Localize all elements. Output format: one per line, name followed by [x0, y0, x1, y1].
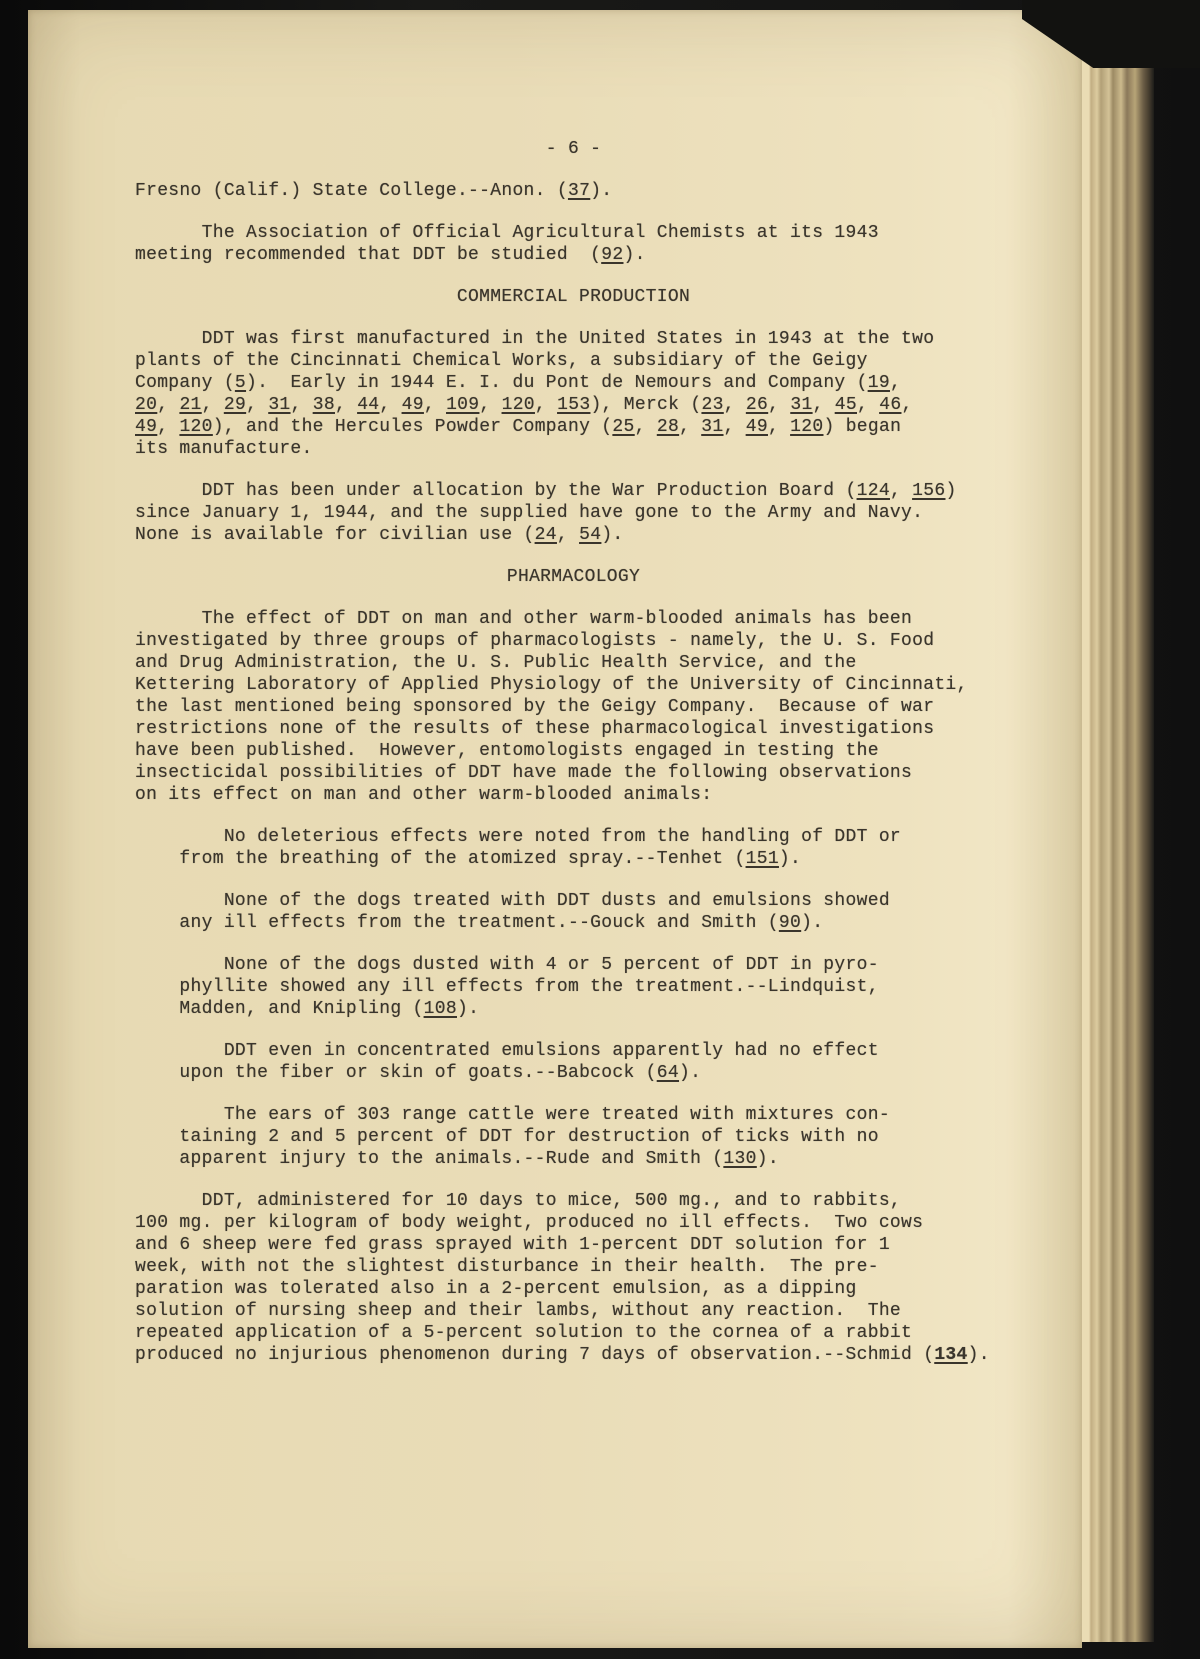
text-run: ,	[246, 395, 269, 415]
citation-number: 49	[745, 417, 768, 437]
text-run: PHARMACOLOGY	[506, 567, 641, 587]
book-page-edges	[1082, 10, 1154, 1642]
text-run: DDT even in concentrated emulsions apparently had no effect	[135, 1041, 879, 1061]
text-line	[135, 674, 1012, 696]
text-line	[135, 1212, 1012, 1234]
text-line	[135, 480, 1012, 502]
text-line	[135, 848, 1012, 870]
text-run: taining 2 and 5 percent of DDT for destruction of ticks with no	[135, 1127, 879, 1147]
text-run: upon the fiber or skin of goats.--Babcock (	[135, 1063, 657, 1083]
text-run: ).	[456, 999, 480, 1019]
text-line	[135, 1322, 1012, 1344]
text-run: ,	[812, 395, 835, 415]
text-line	[135, 416, 1012, 438]
text-run: ), and the Hercules Powder Company (	[212, 417, 613, 437]
text-run: ,	[679, 417, 702, 437]
text-line	[135, 1256, 1012, 1278]
text-run: ,	[889, 481, 913, 501]
text-line	[135, 608, 1012, 630]
paragraph	[135, 608, 1012, 806]
citation-number: 134	[934, 1345, 968, 1365]
text-run: ).	[623, 245, 646, 265]
text-run: None of the dogs treated with DDT dusts and emulsions showed	[135, 891, 890, 911]
text-run: solution of nursing sheep and their lambs, without any reaction. The	[135, 1301, 902, 1321]
text-line	[135, 1300, 1012, 1322]
text-run: week, with not the slightest disturbance in their health. The pre-	[135, 1257, 879, 1277]
text-line	[135, 1040, 1012, 1062]
text-run: ,	[634, 417, 657, 437]
text-line	[135, 180, 1012, 202]
section-heading	[135, 566, 1012, 588]
text-run: ,	[889, 373, 902, 393]
citation-number: 120	[790, 417, 824, 437]
text-line	[135, 976, 1012, 998]
text-run: ,	[767, 417, 791, 437]
text-line	[135, 1278, 1012, 1300]
text-run: ,	[201, 395, 224, 415]
text-run: ).	[590, 181, 613, 201]
text-line	[135, 826, 1012, 848]
citation-number: 19	[867, 373, 890, 393]
indented-paragraph	[135, 826, 1012, 870]
text-line	[135, 954, 1012, 976]
citation-number: 45	[834, 395, 857, 415]
citation-number: 31	[268, 395, 291, 415]
text-line	[135, 784, 1012, 806]
text-run: ,	[157, 395, 180, 415]
citation-number: 54	[579, 525, 602, 545]
text-line	[135, 350, 1012, 372]
text-line	[135, 630, 1012, 652]
text-line	[135, 502, 1012, 524]
document-page	[28, 10, 1082, 1648]
text-run: The Association of Official Agricultural Chemists at its 1943	[135, 223, 879, 243]
text-line	[135, 328, 1012, 350]
citation-number: 49	[401, 395, 424, 415]
text-run: meeting recommended that DDT be studied (	[135, 245, 602, 265]
text-run: insecticidal possibilities of DDT have made the following observations	[135, 763, 913, 783]
text-run: The ears of 303 range cattle were treated with mixtures con-	[135, 1105, 890, 1125]
text-run: ).	[756, 1149, 779, 1169]
text-run: ,	[290, 395, 313, 415]
text-line	[135, 1126, 1012, 1148]
citation-number: 5	[234, 373, 247, 393]
text-run: ,	[723, 417, 746, 437]
text-run: Fresno (Calif.) State College.--Anon. (	[135, 181, 568, 201]
text-run: ).	[601, 525, 624, 545]
text-run: 100 mg. per kilogram of body weight, produced no ill effects. Two cows	[135, 1213, 924, 1233]
citation-number: 31	[790, 395, 813, 415]
text-run: have been published. However, entomologists engaged in testing the	[135, 741, 879, 761]
text-line	[135, 652, 1012, 674]
text-run: ,	[534, 395, 558, 415]
text-run: restrictions none of the results of these pharmacological investigations	[135, 719, 935, 739]
citation-number: 25	[612, 417, 635, 437]
citation-number: 90	[778, 913, 802, 933]
text-line	[135, 762, 1012, 784]
citation-number: 120	[501, 395, 535, 415]
text-run: phyllite showed any ill effects from the treatment.--Lindquist,	[135, 977, 879, 997]
text-line	[135, 1234, 1012, 1256]
text-run: The effect of DDT on man and other warm-blooded animals has been	[135, 609, 913, 629]
text-run: DDT has been under allocation by the War Production Board (	[135, 481, 857, 501]
text-line	[135, 718, 1012, 740]
text-run: ) began	[823, 417, 902, 437]
text-run: ).	[801, 913, 824, 933]
text-run: since January 1, 1944, and the supplied have gone to the Army and Navy.	[135, 503, 924, 523]
text-run: apparent injury to the animals.--Rude and Smith (	[135, 1149, 724, 1169]
citation-number: 130	[723, 1149, 757, 1169]
citation-number: 108	[423, 999, 457, 1019]
text-run: on its effect on man and other warm-blooded animals:	[135, 785, 713, 805]
text-line	[135, 438, 1012, 460]
text-run: )	[945, 481, 957, 501]
text-run: and 6 sheep were fed grass sprayed with 1-percent DDT solution for 1	[135, 1235, 890, 1255]
text-run: ,	[901, 395, 913, 415]
text-run: ,	[556, 525, 580, 545]
text-run: ,	[379, 395, 402, 415]
text-line	[135, 998, 1012, 1020]
text-line	[135, 912, 1012, 934]
text-run: and Drug Administration, the U. S. Public Health Service, and the	[135, 653, 857, 673]
text-run: ,	[334, 395, 358, 415]
indented-paragraph	[135, 890, 1012, 934]
text-line	[135, 394, 1012, 416]
text-line	[135, 740, 1012, 762]
citation-number: 38	[312, 395, 335, 415]
text-run: ), Merck (	[590, 395, 702, 415]
document-text	[135, 138, 1012, 1366]
text-line	[135, 524, 1012, 546]
text-run: - 6 -	[545, 139, 602, 159]
text-run: repeated application of a 5-percent solution to the cornea of a rabbit	[135, 1323, 913, 1343]
text-run: Company (	[135, 373, 235, 393]
text-line	[135, 1148, 1012, 1170]
text-line	[135, 1190, 1012, 1212]
text-line	[135, 244, 1012, 266]
citation-number: 29	[223, 395, 247, 415]
text-line	[135, 1344, 1012, 1366]
text-run: ,	[479, 395, 502, 415]
citation-number: 46	[879, 395, 902, 415]
text-run: plants of the Cincinnati Chemical Works, a subsidiary of the Geigy	[135, 351, 868, 371]
text-line	[135, 138, 1012, 160]
text-run: ).	[967, 1345, 990, 1365]
paragraph	[135, 1190, 1012, 1366]
text-run: ,	[157, 417, 180, 437]
citation-number: 124	[856, 481, 890, 501]
section-heading	[135, 286, 1012, 308]
text-run: COMMERCIAL PRODUCTION	[456, 287, 691, 307]
text-line	[135, 222, 1012, 244]
citation-number: 156	[912, 481, 946, 501]
citation-number: 31	[701, 417, 724, 437]
text-run: produced no injurious phenomenon during 7 days of observation.--Schmid (	[135, 1345, 935, 1365]
text-line	[135, 696, 1012, 718]
paragraph	[135, 222, 1012, 266]
citation-number: 109	[446, 395, 480, 415]
page-number	[135, 138, 1012, 160]
text-run: its manufacture.	[135, 439, 313, 459]
text-run: None of the dogs dusted with 4 or 5 percent of DDT in pyro-	[135, 955, 879, 975]
text-run: ). Early in 1944 E. I. du Pont de Nemours and Company (	[246, 373, 868, 393]
paragraph	[135, 480, 1012, 546]
citation-number: 20	[135, 395, 158, 415]
paragraph	[135, 328, 1012, 460]
text-run: ,	[423, 395, 447, 415]
text-run: ,	[768, 395, 791, 415]
citation-number: 23	[701, 395, 724, 415]
text-line	[135, 890, 1012, 912]
citation-number: 120	[179, 417, 213, 437]
text-run: ,	[723, 395, 746, 415]
citation-number: 37	[567, 181, 591, 201]
text-run: None is available for civilian use (	[135, 525, 535, 545]
indented-paragraph	[135, 1040, 1012, 1084]
text-run: ).	[679, 1063, 702, 1083]
citation-number: 151	[745, 849, 779, 869]
citation-number: 44	[357, 395, 380, 415]
indented-paragraph	[135, 954, 1012, 1020]
text-line	[135, 1062, 1012, 1084]
citation-number: 49	[135, 417, 158, 437]
text-line	[135, 372, 1012, 394]
text-run: Kettering Laboratory of Applied Physiology of the University of Cincinnati,	[135, 675, 968, 695]
text-run: ,	[857, 395, 880, 415]
text-line	[135, 566, 1012, 588]
text-run: from the breathing of the atomized spray.--Tenhet (	[135, 849, 746, 869]
text-run: paration was tolerated also in a 2-percent emulsion, as a dipping	[135, 1279, 857, 1299]
citation-number: 64	[656, 1063, 680, 1083]
citation-number: 21	[179, 395, 202, 415]
text-run: the last mentioned being sponsored by the Geigy Company. Because of war	[135, 697, 935, 717]
citation-number: 153	[557, 395, 591, 415]
text-line	[135, 1104, 1012, 1126]
citation-number: 26	[745, 395, 769, 415]
text-run: any ill effects from the treatment.--Gouck and Smith (	[135, 913, 779, 933]
text-run: ).	[778, 849, 802, 869]
indented-paragraph	[135, 1104, 1012, 1170]
citation-number: 92	[601, 245, 624, 265]
citation-number: 28	[656, 417, 680, 437]
text-run: investigated by three groups of pharmacologists - namely, the U. S. Food	[135, 631, 935, 651]
text-run: Madden, and Knipling (	[135, 999, 424, 1019]
text-run: DDT, administered for 10 days to mice, 500 mg., and to rabbits,	[135, 1191, 902, 1211]
text-run: DDT was first manufactured in the United States in 1943 at the two	[135, 329, 935, 349]
paragraph	[135, 180, 1012, 202]
text-run: No deleterious effects were noted from the handling of DDT or	[135, 827, 902, 847]
citation-number: 24	[534, 525, 557, 545]
text-line	[135, 286, 1012, 308]
